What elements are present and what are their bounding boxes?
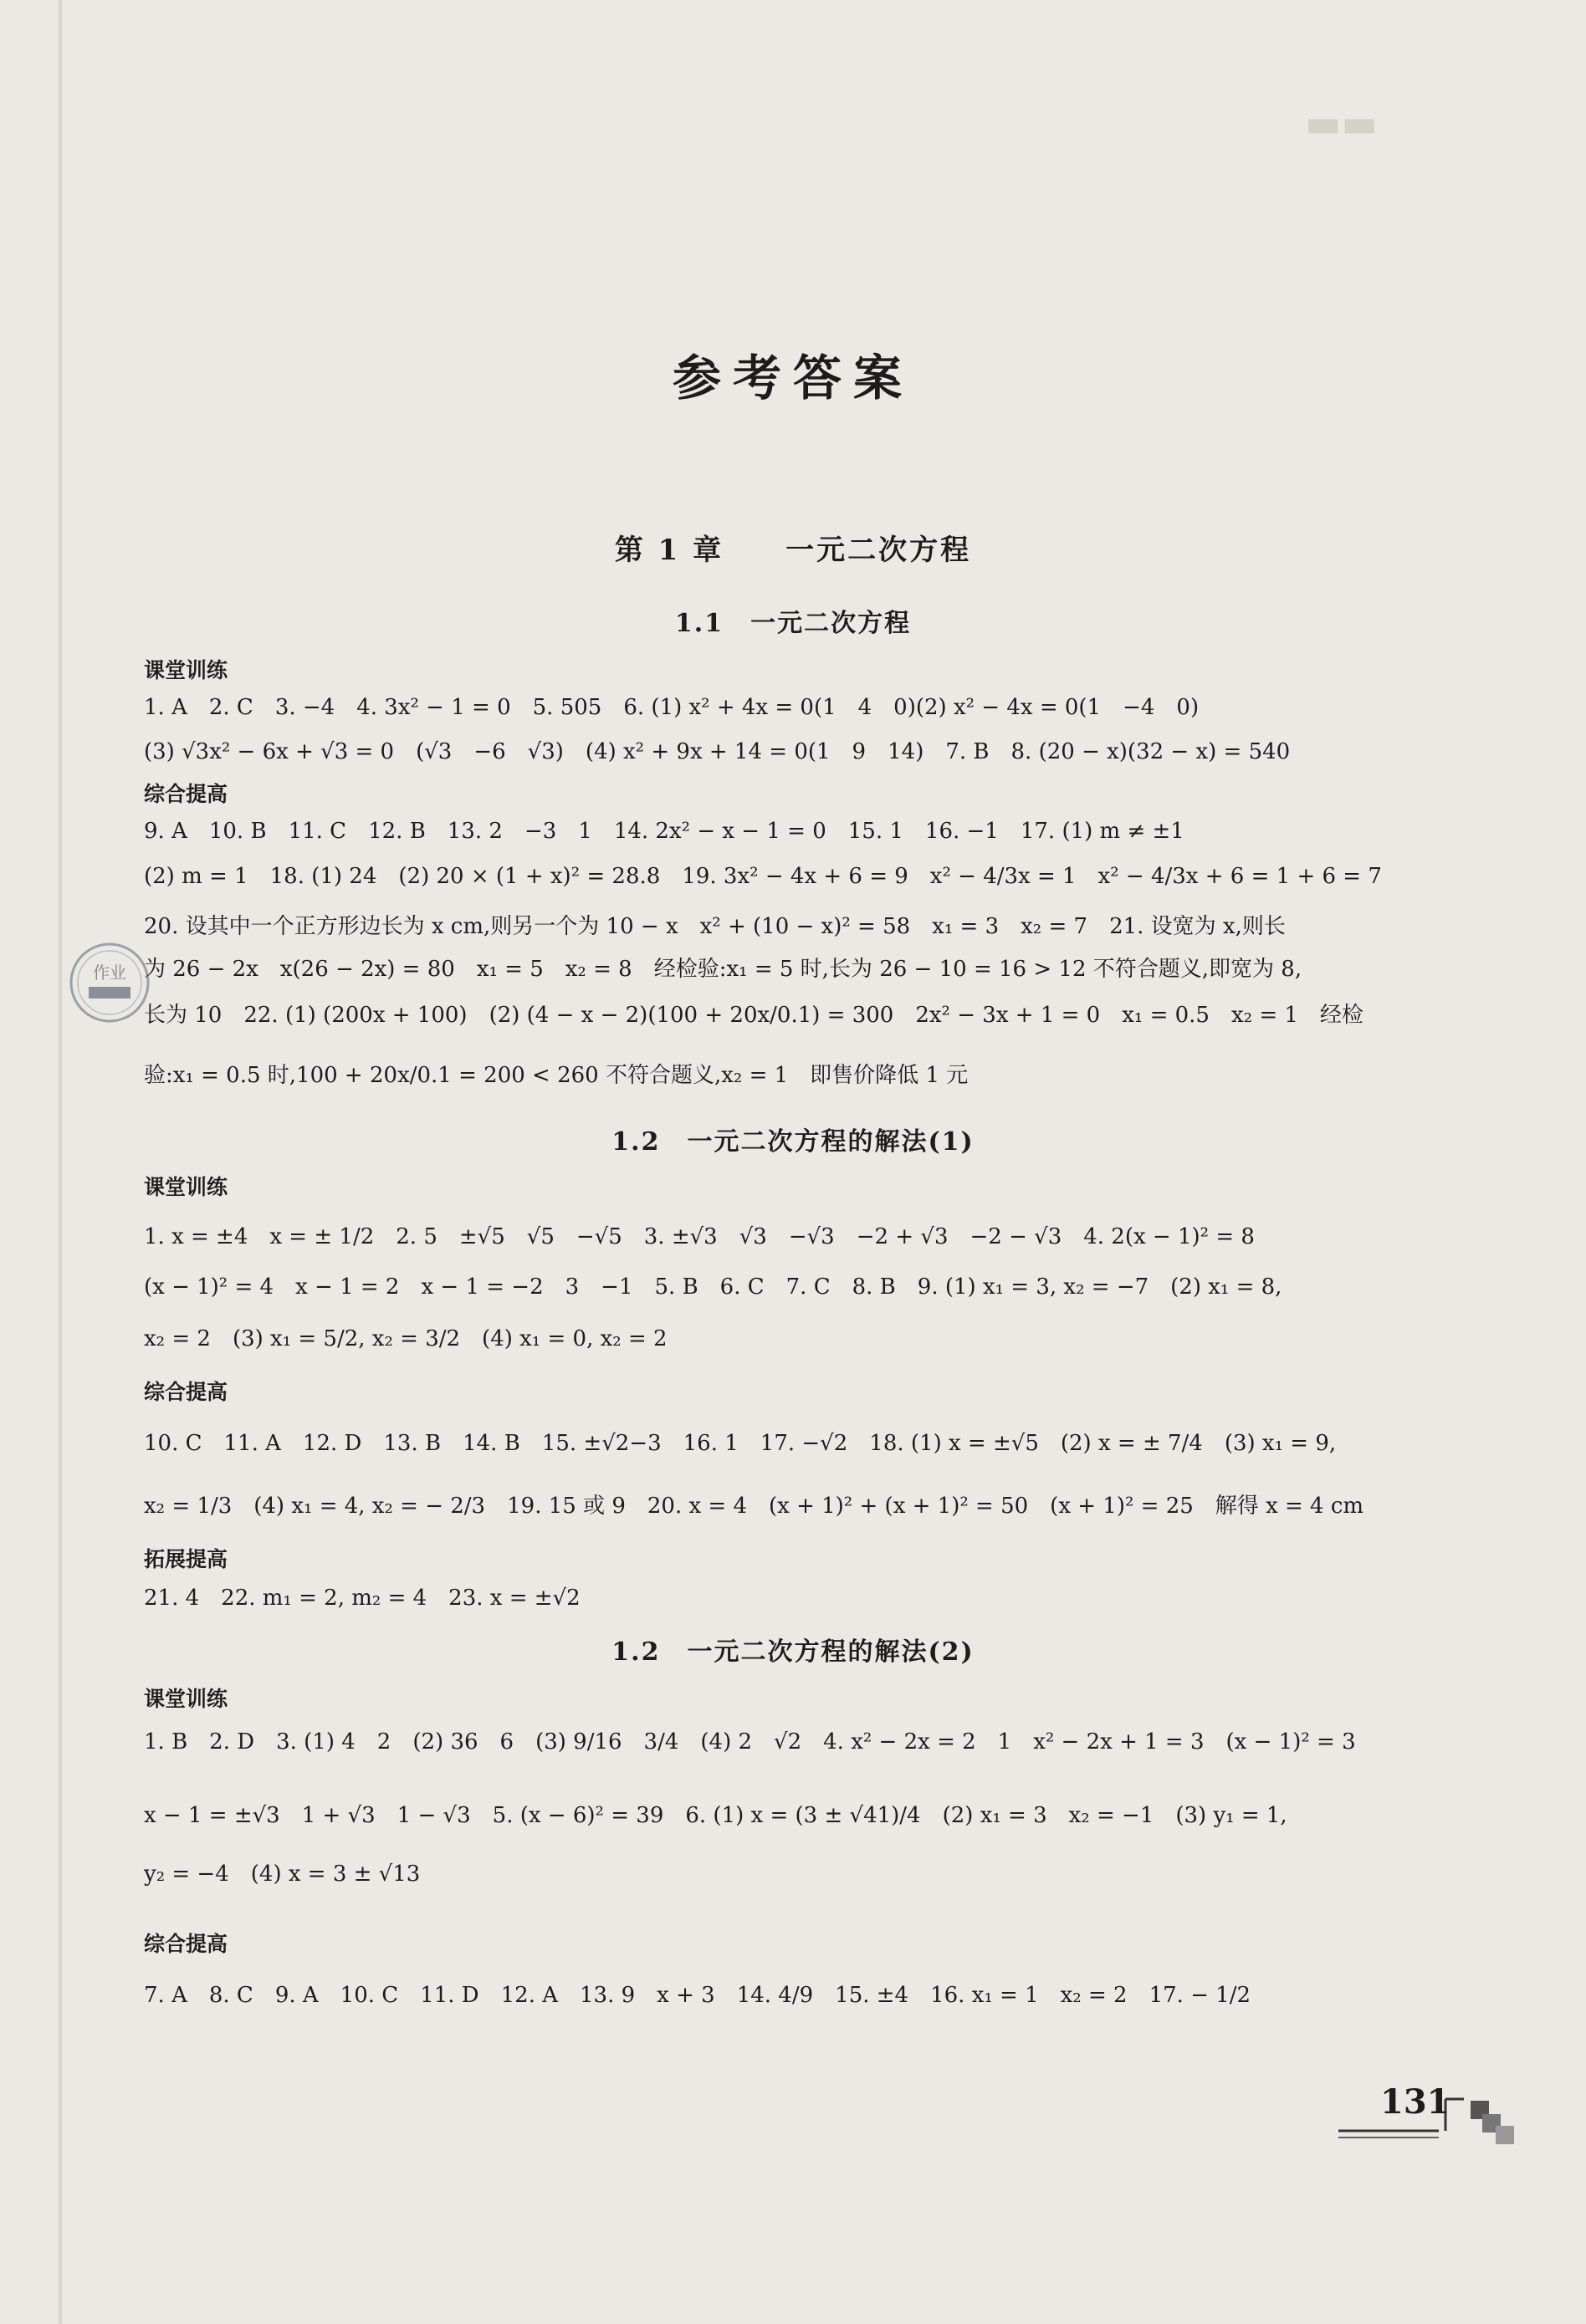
bleed-through-header: ▬▬ bbox=[1305, 100, 1378, 146]
answer-line: 10. C 11. A 12. D 13. B 14. B 15. ±√2−3 16. 1 17. −√2 18. (1) x = ±√5 (2) x = ± 7/4 (3) x₁ = 9, bbox=[144, 1431, 1337, 1456]
block-label-comprehensive: 综合提高 bbox=[144, 1380, 228, 1404]
answer-line: (2) m = 1 18. (1) 24 (2) 20 × (1 + x)² = 28.8 19. 3x² − 4x + 6 = 9 x² − 4/3x = 1 x² − 4/3x + 6 = 1 + 6 = 7 bbox=[144, 864, 1382, 889]
answer-line: 20. 设其中一个正方形边长为 x cm,则另一个为 10 − x x² + (10 − x)² = 58 x₁ = 3 x₂ = 7 21. 设宽为 x,则长 bbox=[144, 914, 1286, 939]
section-heading-1-2-2: 1.2 一元二次方程的解法(2) bbox=[611, 1637, 975, 1667]
answer-line: 7. A 8. C 9. A 10. C 11. D 12. A 13. 9 x + 3 14. 4/9 15. ±4 16. x₁ = 1 x₂ = 2 17. − 1/2 bbox=[144, 1983, 1251, 2008]
block-label-classroom: 课堂训练 bbox=[144, 1687, 228, 1711]
page-title: 参考答案 bbox=[672, 350, 913, 406]
answer-line: 9. A 10. B 11. C 12. B 13. 2 −3 1 14. 2x² − x − 1 = 0 15. 1 16. −1 17. (1) m ≠ ±1 bbox=[144, 819, 1184, 844]
block-label-comprehensive: 综合提高 bbox=[144, 1932, 228, 1956]
answer-line: y₂ = −4 (4) x = 3 ± √13 bbox=[144, 1862, 421, 1887]
answer-line: 21. 4 22. m₁ = 2, m₂ = 4 23. x = ±√2 bbox=[144, 1586, 581, 1611]
block-label-comprehensive: 综合提高 bbox=[144, 782, 228, 806]
answer-line: 1. B 2. D 3. (1) 4 2 (2) 36 6 (3) 9/16 3/4 (4) 2 √2 4. x² − 2x = 2 1 x² − 2x + 1 = 3 (x − 1)² = 3 bbox=[144, 1729, 1356, 1754]
block-label-classroom: 课堂训练 bbox=[144, 658, 228, 682]
answer-line: (3) √3x² − 6x + √3 = 0 (√3 −6 √3) (4) x² + 9x + 14 = 0(1 9 14) 7. B 8. (20 − x)(32 − x) = 540 bbox=[144, 739, 1291, 764]
answer-line: 1. x = ±4 x = ± 1/2 2. 5 ±√5 √5 −√5 3. ±√3 √3 −√3 −2 + √3 −2 − √3 4. 2(x − 1)² = 8 bbox=[144, 1224, 1255, 1249]
section-heading-1-1: 1.1 一元二次方程 bbox=[674, 609, 912, 638]
block-label-extension: 拓展提高 bbox=[144, 1547, 228, 1571]
block-label-classroom: 课堂训练 bbox=[144, 1175, 228, 1199]
answer-line: x₂ = 2 (3) x₁ = 5/2, x₂ = 3/2 (4) x₁ = 0, x₂ = 2 bbox=[144, 1326, 668, 1351]
section-heading-1-2-1: 1.2 一元二次方程的解法(1) bbox=[611, 1127, 975, 1157]
answer-line: x − 1 = ±√3 1 + √3 1 − √3 5. (x − 6)² = 39 6. (1) x = (3 ± √41)/4 (2) x₁ = 3 x₂ = −1 (3) y₁ = 1, bbox=[144, 1803, 1287, 1828]
answer-line: 为 26 − 2x x(26 − 2x) = 80 x₁ = 5 x₂ = 8 经检验:x₁ = 5 时,长为 26 − 10 = 16 > 12 不符合题义,即宽为 8, bbox=[144, 957, 1302, 982]
page-number: 131 bbox=[1380, 2082, 1450, 2122]
answer-line: 长为 10 22. (1) (200x + 100) (2) (4 − x − 2)(100 + 20x/0.1) = 300 2x² − 3x + 1 = 0 x₁ = 0.5 x₂ = 1 经检 bbox=[144, 1003, 1363, 1028]
stamp-text: 作业 bbox=[93, 963, 126, 983]
chapter-title: 第 1 章 一元二次方程 bbox=[614, 534, 972, 567]
answer-line: x₂ = 1/3 (4) x₁ = 4, x₂ = − 2/3 19. 15 或 9 20. x = 4 (x + 1)² + (x + 1)² = 50 (x + 1)² = 25 解得 x = 4 cm bbox=[144, 1494, 1364, 1519]
answer-line: 1. A 2. C 3. −4 4. 3x² − 1 = 0 5. 505 6. (1) x² + 4x = 0(1 4 0)(2) x² − 4x = 0(1 −4 0) bbox=[144, 695, 1200, 720]
answer-line: 验:x₁ = 0.5 时,100 + 20x/0.1 = 200 < 260 不符合题义,x₂ = 1 即售价降低 1 元 bbox=[144, 1063, 969, 1088]
answer-line: (x − 1)² = 4 x − 1 = 2 x − 1 = −2 3 −1 5. B 6. C 7. C 8. B 9. (1) x₁ = 3, x₂ = −7 (2) x₁ = 8, bbox=[144, 1274, 1282, 1300]
